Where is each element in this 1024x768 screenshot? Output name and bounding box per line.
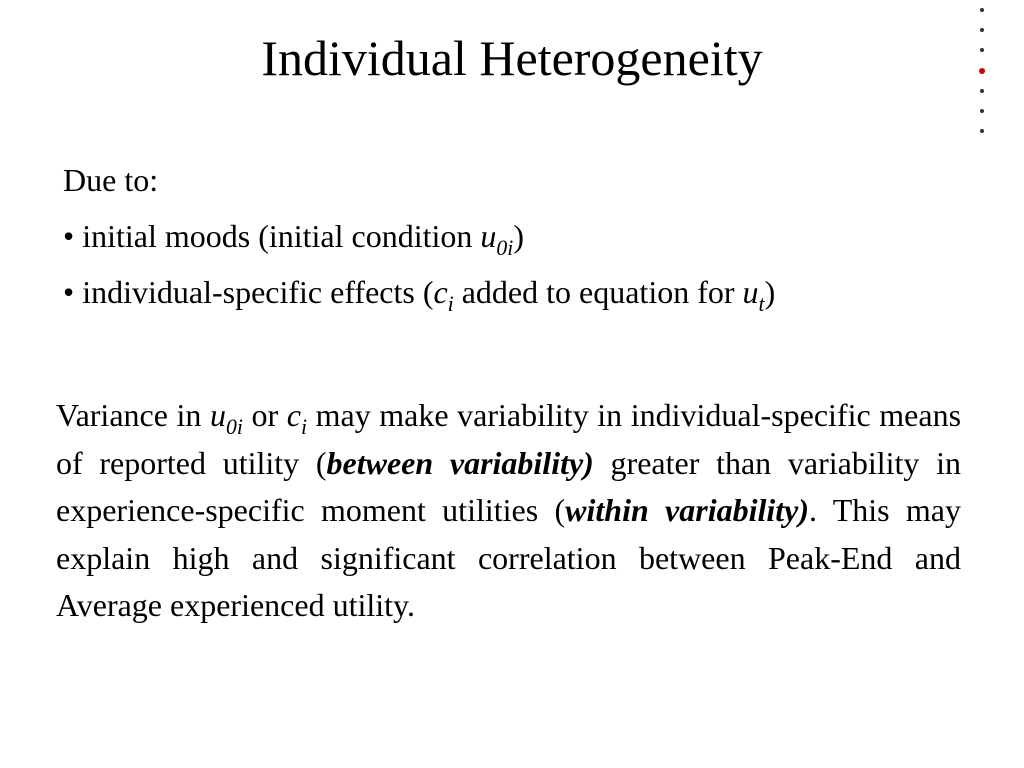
- paragraph-text: greater than variability in experience-specific moment utilities (: [56, 444, 962, 528]
- nav-dot[interactable]: [980, 129, 984, 133]
- math-variable-u: u: [742, 274, 759, 310]
- nav-dot-active[interactable]: [979, 68, 985, 74]
- paragraph-text: may make variability in individual-specific means of reported utility (: [56, 397, 962, 481]
- emphasis-between-variability: between variability): [326, 444, 594, 481]
- bullet-marker: •: [63, 274, 75, 310]
- nav-dot[interactable]: [980, 8, 984, 12]
- bullet-individual-effects: [63, 264, 775, 320]
- nav-dot[interactable]: [980, 109, 984, 113]
- paragraph-text: . This may explain high and significant correlation between Peak-End and Average experienced utility.: [56, 492, 962, 623]
- slide-navigation-dots: [979, 8, 989, 149]
- bullet-marker: •: [63, 218, 75, 254]
- math-variable-u: u: [210, 397, 226, 433]
- math-subscript-i: i: [300, 414, 308, 439]
- bullet-initial-moods: [63, 208, 775, 264]
- bullet-text: initial moods (initial condition: [82, 218, 481, 254]
- nav-dot[interactable]: [980, 89, 984, 93]
- paragraph-text: Variance in: [56, 397, 210, 433]
- due-to-heading: Due to:: [63, 162, 159, 198]
- math-subscript-0i: 0i: [496, 235, 514, 260]
- math-subscript-0i: 0i: [226, 414, 243, 439]
- slide-title: Individual Heterogeneity: [261, 30, 763, 86]
- math-subscript-t: t: [758, 291, 765, 316]
- bullet-text: ): [764, 274, 776, 310]
- paragraph-text: or: [242, 397, 287, 433]
- bullet-text: added to equation for: [453, 274, 743, 310]
- emphasis-within-variability: within variability): [565, 492, 810, 528]
- math-variable-c: c: [286, 397, 301, 433]
- math-variable-u: u: [480, 218, 497, 254]
- nav-dot[interactable]: [980, 48, 984, 52]
- bullet-text: individual-specific effects (: [82, 274, 434, 310]
- due-to-section: [63, 152, 775, 320]
- nav-dot[interactable]: [980, 28, 984, 32]
- math-subscript-i: i: [447, 291, 454, 316]
- math-variable-c: c: [433, 274, 448, 310]
- bullet-text: ): [513, 218, 524, 254]
- explanation-paragraph: [56, 392, 961, 630]
